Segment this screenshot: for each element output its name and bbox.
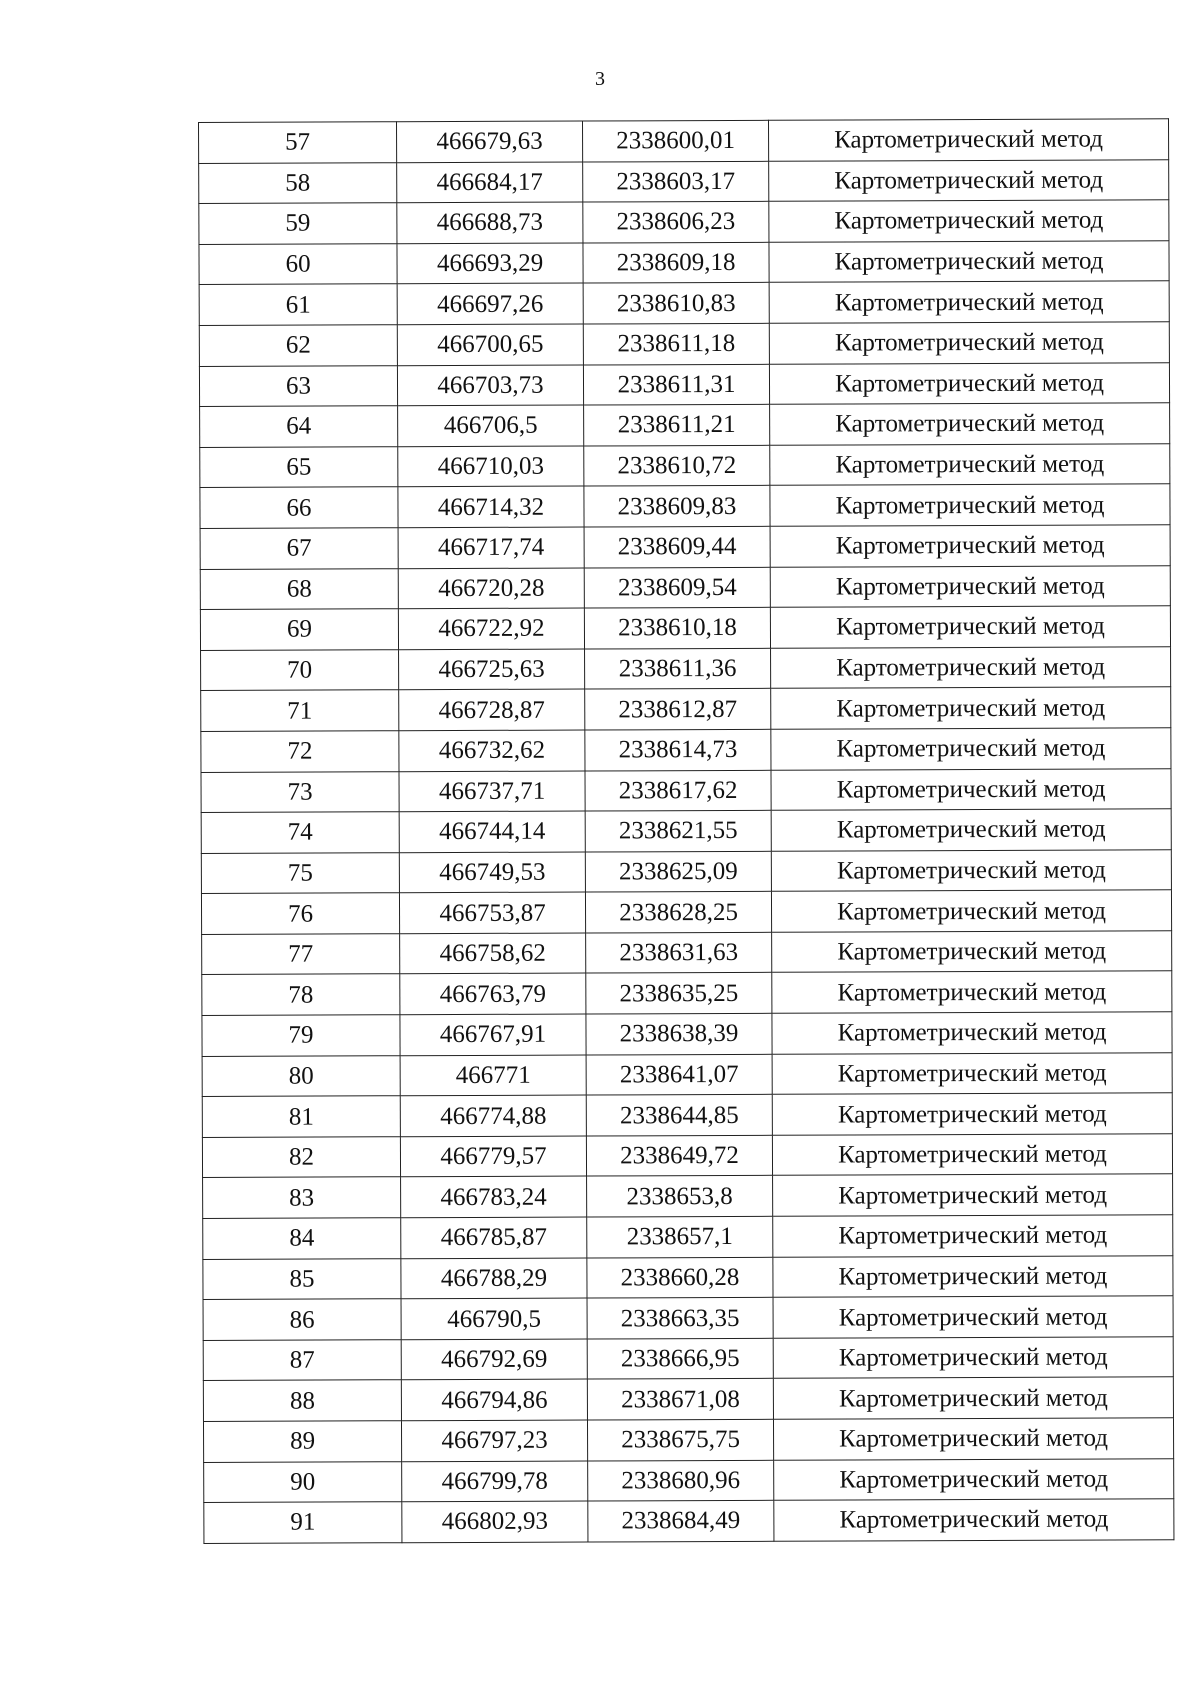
x-coordinate-cell: 466794,86 [401,1379,587,1420]
y-coordinate-cell: 2338649,72 [586,1135,772,1176]
table-row [202,931,1172,975]
method-cell: Картометрический метод [774,1458,1174,1500]
method-cell: Картометрический метод [774,1499,1174,1541]
y-coordinate-cell: 2338612,87 [585,689,771,730]
x-coordinate-cell: 466679,63 [397,121,583,162]
method-cell: Картометрический метод [773,1418,1173,1460]
point-number-cell: 70 [201,649,399,690]
method-cell: Картометрический метод [772,1012,1172,1054]
method-cell: Картометрический метод [773,1174,1173,1216]
table-row [201,768,1171,812]
x-coordinate-cell: 466753,87 [399,892,585,933]
table-row [200,444,1170,488]
y-coordinate-cell: 2338609,54 [584,567,770,608]
point-number-cell: 77 [202,934,400,975]
x-coordinate-cell: 466714,32 [398,486,584,527]
method-cell: Картометрический метод [771,687,1171,729]
method-cell: Картометрический метод [771,646,1171,688]
table-row [201,687,1171,731]
table-row [200,484,1170,528]
method-cell: Картометрический метод [771,809,1171,851]
point-number-cell: 74 [201,812,399,853]
table-row [199,241,1169,285]
x-coordinate-cell: 466732,62 [399,730,585,771]
table-row [204,1458,1174,1502]
method-cell: Картометрический метод [772,931,1172,973]
table-row [199,281,1169,325]
point-number-cell: 83 [203,1177,401,1218]
method-cell: Картометрический метод [771,849,1171,891]
y-coordinate-cell: 2338609,44 [584,526,770,567]
method-cell: Картометрический метод [772,1052,1172,1094]
method-cell: Картометрический метод [772,1134,1172,1176]
x-coordinate-cell: 466722,92 [398,608,584,649]
y-coordinate-cell: 2338644,85 [586,1095,772,1136]
table-row [199,322,1169,366]
method-cell: Картометрический метод [773,1337,1173,1379]
x-coordinate-cell: 466785,87 [401,1217,587,1258]
x-coordinate-cell: 466693,29 [397,243,583,284]
x-coordinate-cell: 466703,73 [397,365,583,406]
table-row [203,1174,1173,1218]
method-cell: Картометрический метод [769,159,1169,201]
table-row [199,159,1169,203]
point-number-cell: 61 [199,284,397,325]
x-coordinate-cell: 466697,26 [397,283,583,324]
table-row [201,849,1171,893]
x-coordinate-cell: 466799,78 [402,1461,588,1502]
method-cell: Картометрический метод [770,606,1170,648]
x-coordinate-cell: 466706,5 [398,405,584,446]
point-number-cell: 71 [201,690,399,731]
x-coordinate-cell: 466725,63 [399,649,585,690]
method-cell: Картометрический метод [770,525,1170,567]
y-coordinate-cell: 2338675,75 [587,1419,773,1460]
table-row [200,565,1170,609]
point-number-cell: 76 [201,893,399,934]
y-coordinate-cell: 2338609,18 [583,242,769,283]
x-coordinate-cell: 466737,71 [399,771,585,812]
x-coordinate-cell: 466720,28 [398,568,584,609]
y-coordinate-cell: 2338653,8 [587,1176,773,1217]
table-row [200,403,1170,447]
y-coordinate-cell: 2338610,72 [584,445,770,486]
table-row [202,1012,1172,1056]
method-cell: Картометрический метод [770,484,1170,526]
x-coordinate-cell: 466788,29 [401,1258,587,1299]
point-number-cell: 75 [201,852,399,893]
table-row [203,1215,1173,1259]
point-number-cell: 81 [202,1096,400,1137]
x-coordinate-cell: 466779,57 [400,1136,586,1177]
point-number-cell: 66 [200,487,398,528]
y-coordinate-cell: 2338611,36 [585,648,771,689]
y-coordinate-cell: 2338663,35 [587,1298,773,1339]
y-coordinate-cell: 2338614,73 [585,729,771,770]
point-number-cell: 65 [200,446,398,487]
table-row [203,1418,1173,1462]
table-row [201,809,1171,853]
x-coordinate-cell: 466797,23 [401,1420,587,1461]
method-cell: Картометрический метод [770,444,1170,486]
x-coordinate-cell: 466710,03 [398,446,584,487]
y-coordinate-cell: 2338628,25 [585,892,771,933]
point-number-cell: 84 [203,1218,401,1259]
x-coordinate-cell: 466728,87 [399,689,585,730]
point-number-cell: 68 [200,568,398,609]
table-row [203,1377,1173,1421]
method-cell: Картометрический метод [770,403,1170,445]
method-cell: Картометрический метод [772,1093,1172,1135]
method-cell: Картометрический метод [769,281,1169,323]
x-coordinate-cell: 466763,79 [400,973,586,1014]
point-number-cell: 90 [204,1461,402,1502]
point-number-cell: 64 [200,406,398,447]
y-coordinate-cell: 2338611,18 [583,323,769,364]
table-row [202,1052,1172,1096]
y-coordinate-cell: 2338610,18 [584,607,770,648]
table-row [201,890,1171,934]
method-cell: Картометрический метод [771,728,1171,770]
x-coordinate-cell: 466744,14 [399,811,585,852]
method-cell: Картометрический метод [770,565,1170,607]
y-coordinate-cell: 2338609,83 [584,486,770,527]
table-row [200,606,1170,650]
coordinates-table [198,118,1174,1543]
x-coordinate-cell: 466767,91 [400,1014,586,1055]
point-number-cell: 89 [203,1421,401,1462]
point-number-cell: 85 [203,1258,401,1299]
y-coordinate-cell: 2338611,31 [583,364,769,405]
x-coordinate-cell: 466688,73 [397,202,583,243]
y-coordinate-cell: 2338617,62 [585,770,771,811]
x-coordinate-cell: 466717,74 [398,527,584,568]
point-number-cell: 63 [199,365,397,406]
y-coordinate-cell: 2338684,49 [588,1500,774,1541]
y-coordinate-cell: 2338680,96 [588,1460,774,1501]
table-row [204,1499,1174,1543]
y-coordinate-cell: 2338606,23 [583,201,769,242]
method-cell: Картометрический метод [773,1215,1173,1257]
y-coordinate-cell: 2338638,39 [586,1013,772,1054]
point-number-cell: 91 [204,1502,402,1543]
y-coordinate-cell: 2338621,55 [585,810,771,851]
y-coordinate-cell: 2338611,21 [584,404,770,445]
point-number-cell: 88 [203,1380,401,1421]
point-number-cell: 57 [199,122,397,163]
table-row [201,728,1171,772]
point-number-cell: 62 [199,325,397,366]
method-cell: Картометрический метод [772,971,1172,1013]
method-cell: Картометрический метод [771,890,1171,932]
x-coordinate-cell: 466792,69 [401,1339,587,1380]
table-row [199,362,1169,406]
point-number-cell: 86 [203,1299,401,1340]
y-coordinate-cell: 2338671,08 [587,1379,773,1420]
point-number-cell: 87 [203,1340,401,1381]
y-coordinate-cell: 2338603,17 [583,161,769,202]
table-row [200,525,1170,569]
point-number-cell: 79 [202,1015,400,1056]
x-coordinate-cell: 466700,65 [397,324,583,365]
table-row [203,1337,1173,1381]
table-row [199,119,1169,163]
y-coordinate-cell: 2338610,83 [583,283,769,324]
method-cell: Картометрический метод [769,241,1169,283]
table-row [202,1093,1172,1137]
method-cell: Картометрический метод [769,362,1169,404]
y-coordinate-cell: 2338666,95 [587,1338,773,1379]
point-number-cell: 69 [200,609,398,650]
y-coordinate-cell: 2338600,01 [582,120,768,161]
x-coordinate-cell: 466783,24 [401,1176,587,1217]
point-number-cell: 60 [199,244,397,285]
method-cell: Картометрический метод [773,1377,1173,1419]
x-coordinate-cell: 466749,53 [399,852,585,893]
method-cell: Картометрический метод [769,200,1169,242]
y-coordinate-cell: 2338660,28 [587,1257,773,1298]
y-coordinate-cell: 2338631,63 [586,932,772,973]
table-row [199,200,1169,244]
x-coordinate-cell: 466790,5 [401,1298,587,1339]
table-row [203,1296,1173,1340]
point-number-cell: 59 [199,203,397,244]
point-number-cell: 78 [202,974,400,1015]
y-coordinate-cell: 2338625,09 [585,851,771,892]
table-row [201,646,1171,690]
page-number: 3 [595,68,605,90]
x-coordinate-cell: 466758,62 [400,933,586,974]
point-number-cell: 58 [199,162,397,203]
method-cell: Картометрический метод [773,1296,1173,1338]
table-row [202,971,1172,1015]
coordinates-table-body [199,119,1174,1543]
point-number-cell: 72 [201,731,399,772]
method-cell: Картометрический метод [773,1255,1173,1297]
x-coordinate-cell: 466684,17 [397,162,583,203]
method-cell: Картометрический метод [768,119,1168,161]
x-coordinate-cell: 466802,93 [402,1501,588,1542]
x-coordinate-cell: 466774,88 [400,1095,586,1136]
table-row [202,1134,1172,1178]
table-row [203,1255,1173,1299]
point-number-cell: 80 [202,1055,400,1096]
y-coordinate-cell: 2338641,07 [586,1054,772,1095]
point-number-cell: 82 [202,1137,400,1178]
x-coordinate-cell: 466771 [400,1055,586,1096]
point-number-cell: 73 [201,771,399,812]
method-cell: Картометрический метод [769,322,1169,364]
y-coordinate-cell: 2338635,25 [586,973,772,1014]
y-coordinate-cell: 2338657,1 [587,1216,773,1257]
method-cell: Картометрический метод [771,768,1171,810]
point-number-cell: 67 [200,528,398,569]
